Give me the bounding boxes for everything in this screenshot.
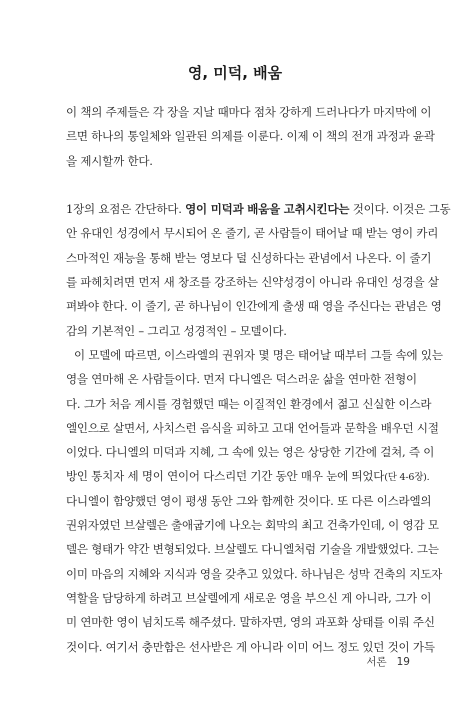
emphasis-text: 영이 미덕과 배움을 고취시킨다는	[185, 202, 350, 217]
paragraph-line: 이 모델에 따르면, 이스라엘의 권위자 몇 명은 태어날 때부터 그들 속에 있는	[74, 347, 443, 362]
text-run: 방인 통치자 세 명이 연이어 다스리던 기간 동안 매우 눈에 띄었다	[66, 469, 385, 484]
section-name: 서론	[366, 656, 387, 668]
text-run: 1장의 요점은 간단하다.	[66, 202, 186, 217]
page-number: 19	[396, 656, 410, 668]
paragraph-line: 이미 마음의 지혜와 지식과 영을 갖추고 있었다. 하나님은 성막 건축의 지도자	[66, 566, 443, 581]
paragraph-line: 감의 기본적인 – 그리고 성경적인 – 모델이다.	[66, 323, 287, 338]
paragraph-line: 펴봐야 한다. 이 줄기, 곧 하나님이 인간에게 출생 때 영을 주신다는 관념은 영	[66, 299, 442, 314]
paragraph-line: 스마적인 재능을 통해 받는 영보다 덜 신성하다는 관념에서 나온다. 이 줄기	[66, 250, 432, 265]
scripture-citation: (단 4-6장).	[384, 472, 430, 484]
paragraph-line: 미 연마한 영이 넘치도록 해주셨다. 말하자면, 영의 과포화 상태를 이뤄 주신	[66, 615, 435, 630]
intro-line: 르면 하나의 통일체와 일관된 의제를 이룬다. 이제 이 책의 전개 과정과 윤곽	[66, 129, 435, 144]
paragraph-line: 다. 그가 처음 계시를 경험했던 때는 이질적인 환경에서 젊고 신실한 이스라	[66, 396, 432, 411]
intro-line: 이 책의 주제들은 각 장을 지날 때마다 점차 강하게 드러나다가 마지막에 이	[66, 105, 432, 119]
paragraph-line: 역할을 담당하게 하려고 브살렐에게 새로운 영을 부으신 게 아니라, 그가 이	[66, 590, 432, 605]
paragraph-line: 를 파헤치려면 먼저 새 창조를 강조하는 신약성경이 아니라 유대인 성경을 살	[66, 275, 439, 290]
intro-line: 을 제시할까 한다.	[66, 153, 153, 168]
paragraph-line: 이었다. 다니엘의 미덕과 지혜, 그 속에 있는 영은 상당한 기간에 걸쳐, 즉 이	[66, 445, 435, 460]
paragraph-line	[66, 197, 451, 221]
chapter-title: 영, 미덕, 배움	[187, 64, 283, 82]
paragraph-line: 델은 형태가 약간 변형되었다. 브살렐도 다니엘처럼 기술을 개발했었다. 그는	[66, 542, 439, 557]
paragraph-line: 엘인으로 살면서, 사치스런 음식을 피하고 고대 언어들과 문학을 배우던 시절	[66, 420, 439, 435]
paragraph-line: 영을 연마해 온 사람들이다. 먼저 다니엘은 덕스러운 삶을 연마한 전형이	[66, 372, 417, 387]
paragraph-line: 다니엘이 함양했던 영이 평생 동안 그와 함께한 것이다. 또 다른 이스라엘의	[66, 493, 432, 508]
paragraph-gap	[66, 173, 411, 197]
paragraph-line: 안 유대인 성경에서 무시되어 온 줄기, 곧 사람들이 태어날 때 받는 영이 카리	[66, 226, 439, 241]
text-run: 것이다. 이것은 그동	[349, 202, 451, 217]
page-footer	[356, 654, 410, 669]
paragraph-line: 권위자였던 브살렐은 출애굽기에 나오는 회막의 최고 건축가인데, 이 영감 모	[66, 518, 439, 533]
paragraph-line	[66, 464, 430, 488]
paragraph-line: 것이다. 여기서 충만함은 선사받은 게 아니라 이미 어느 정도 있던 것이 가득	[66, 639, 435, 654]
body-text	[66, 100, 451, 659]
